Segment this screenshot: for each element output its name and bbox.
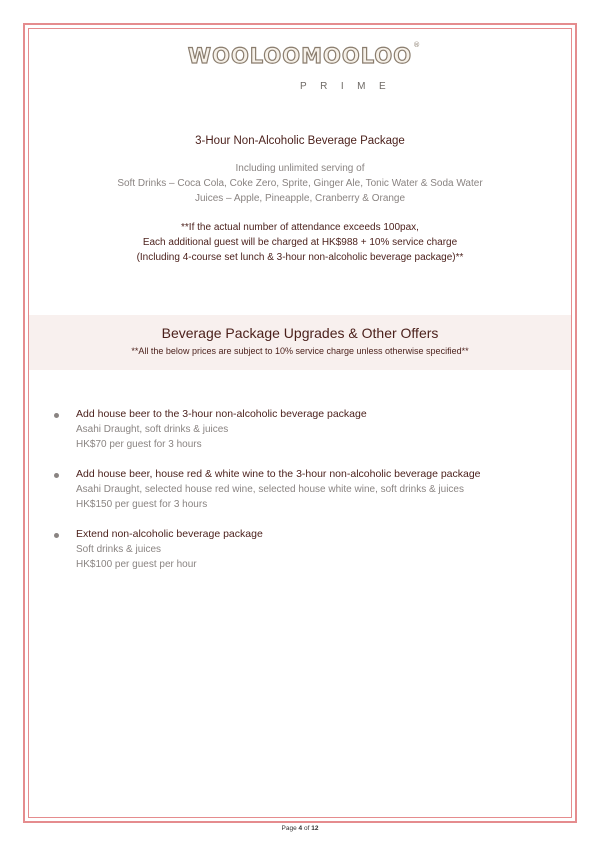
package-intro: Including unlimited serving of bbox=[235, 163, 365, 174]
footer-page-total: 12 bbox=[311, 825, 319, 832]
footer-of-label: of bbox=[303, 825, 310, 832]
bullet-icon bbox=[54, 413, 59, 418]
offer-title: Extend non-alcoholic beverage package bbox=[76, 528, 263, 540]
brand-logo bbox=[0, 41, 600, 68]
offer-detail: Soft drinks & juices bbox=[76, 544, 162, 555]
notice-line-1: **If the actual number of attendance exceeds 100pax, bbox=[181, 222, 419, 233]
package-soft-drinks: Soft Drinks – Coca Cola, Coke Zero, Sprite, Ginger Ale, Tonic Water & Soda Water bbox=[117, 178, 483, 189]
bullet-icon bbox=[54, 473, 59, 478]
offer-title: Add house beer to the 3-hour non-alcoholic beverage package bbox=[76, 408, 367, 420]
logo-wordmark: WOOLOOMOOLOO ® bbox=[187, 41, 422, 68]
page-footer bbox=[0, 825, 600, 832]
package-title: 3-Hour Non-Alcoholic Beverage Package bbox=[195, 135, 405, 147]
footer-page-label: Page bbox=[281, 825, 297, 832]
notice-line-2: Each additional guest will be charged at HK$988 + 10% service charge bbox=[142, 237, 458, 248]
offer-detail: Asahi Draught, selected house red wine, selected house white wine, soft drinks & juices bbox=[76, 484, 464, 495]
upgrades-title: Beverage Package Upgrades & Other Offers bbox=[161, 325, 439, 341]
offer-price: HK$70 per guest for 3 hours bbox=[76, 439, 202, 450]
upgrades-header-band bbox=[29, 315, 571, 370]
offer-price: HK$100 per guest per hour bbox=[76, 559, 197, 570]
offer-price: HK$150 per guest for 3 hours bbox=[76, 499, 208, 510]
offer-detail: Asahi Draught, soft drinks & juices bbox=[76, 424, 229, 435]
upgrades-note: **All the below prices are subject to 10% service charge unless otherwise specified** bbox=[131, 346, 469, 356]
logo-subtitle: PRIME bbox=[300, 81, 400, 92]
footer-page-current: 4 bbox=[298, 825, 303, 832]
notice-line-3: (Including 4-course set lunch & 3-hour non-alcoholic beverage package)** bbox=[136, 252, 464, 263]
bullet-icon bbox=[54, 533, 59, 538]
package-juices: Juices – Apple, Pineapple, Cranberry & Orange bbox=[194, 193, 406, 204]
registered-mark: ® bbox=[413, 41, 422, 49]
offer-title: Add house beer, house red & white wine to the 3-hour non-alcoholic beverage package bbox=[76, 468, 481, 480]
